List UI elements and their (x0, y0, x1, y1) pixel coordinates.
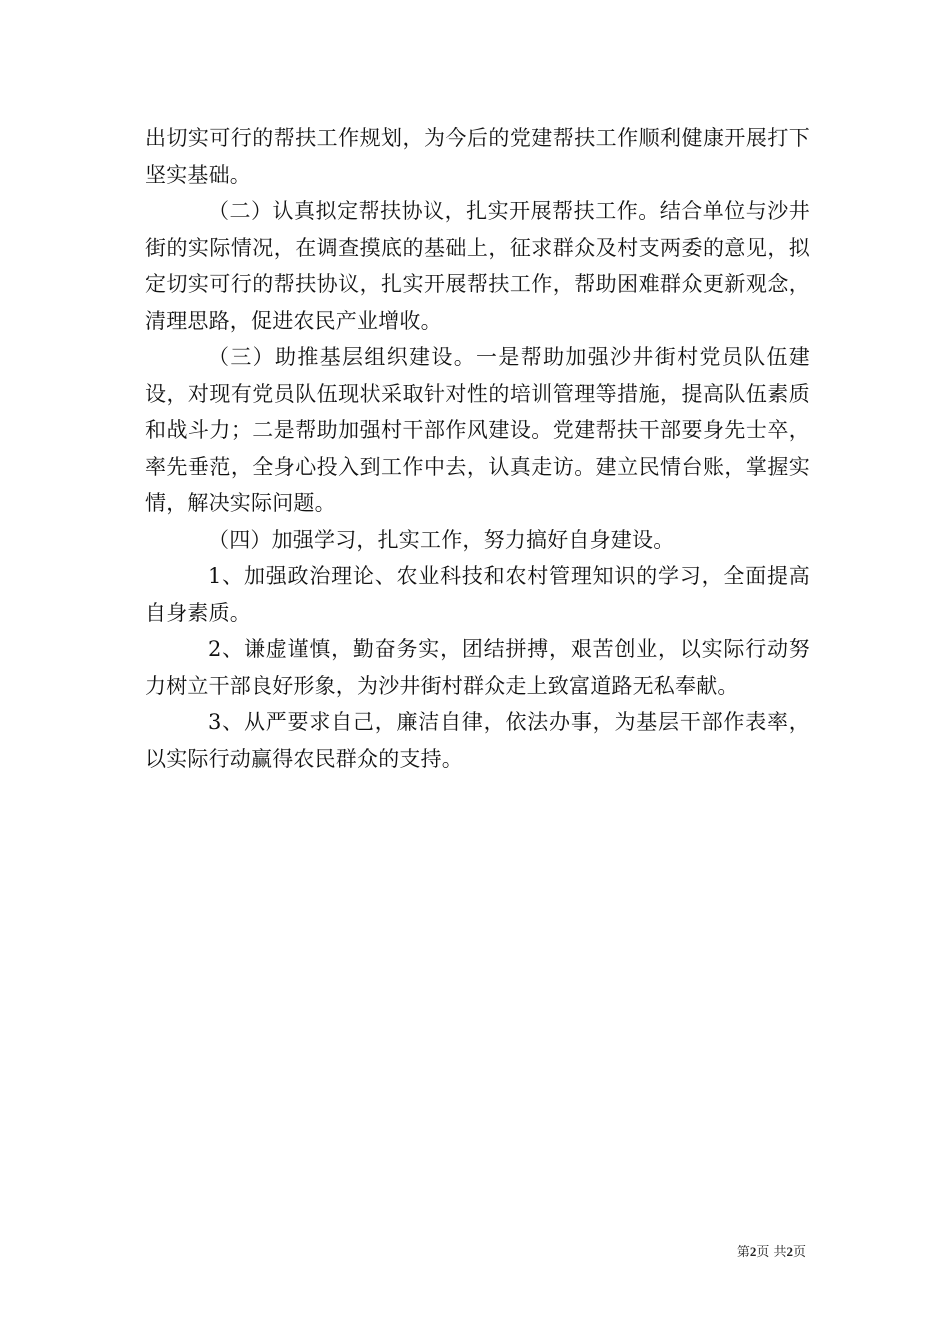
footer-prefix: 第 (736, 1245, 750, 1260)
footer-suffix: 页 (792, 1245, 806, 1260)
footer-total-pages: 2 (786, 1244, 793, 1259)
footer-page-number: 2 (749, 1244, 757, 1259)
paragraph-section-4: （四）加强学习，扎实工作，努力搞好自身建设。 (208, 527, 675, 552)
paragraph-item-2: 2、谦虚谨慎，勤奋务实，团结拼搏，艰苦创业，以实际行动努力树立干部良好形象，为沙井街村群众走上致富道路无私奉献。 (145, 637, 810, 698)
paragraph-section-3: （三）助推基层组织建设。一是帮助加强沙井街村党员队伍建设，对现有党员队伍现状采取针对性的培训管理等措施，提高队伍素质和战斗力；二是帮助加强村干部作风建设。党建帮扶干部要身先士卒，率先垂范，全身心投入到工作中去，认真走访。建立民情台账，掌握实情，解决实际问题。 (145, 345, 810, 515)
footer-middle: 页 共 (756, 1245, 787, 1260)
paragraph-item-3: 3、从严要求自己，廉洁自律，依法办事，为基层干部作表率，以实际行动赢得农民群众的支持。 (145, 710, 810, 771)
document-body (145, 120, 810, 777)
page-footer (737, 1243, 806, 1262)
paragraph-continuation: 出切实可行的帮扶工作规划，为今后的党建帮扶工作顺利健康开展打下坚实基础。 (145, 126, 810, 187)
paragraph-item-1: 1、加强政治理论、农业科技和农村管理知识的学习，全面提高自身素质。 (145, 564, 810, 625)
paragraph-section-2: （二）认真拟定帮扶协议，扎实开展帮扶工作。结合单位与沙井街的实际情况，在调查摸底的基础上，征求群众及村支两委的意见，拟定切实可行的帮扶协议，扎实开展帮扶工作，帮助困难群众更新观念，清理思路，促进农民产业增收。 (145, 199, 810, 333)
